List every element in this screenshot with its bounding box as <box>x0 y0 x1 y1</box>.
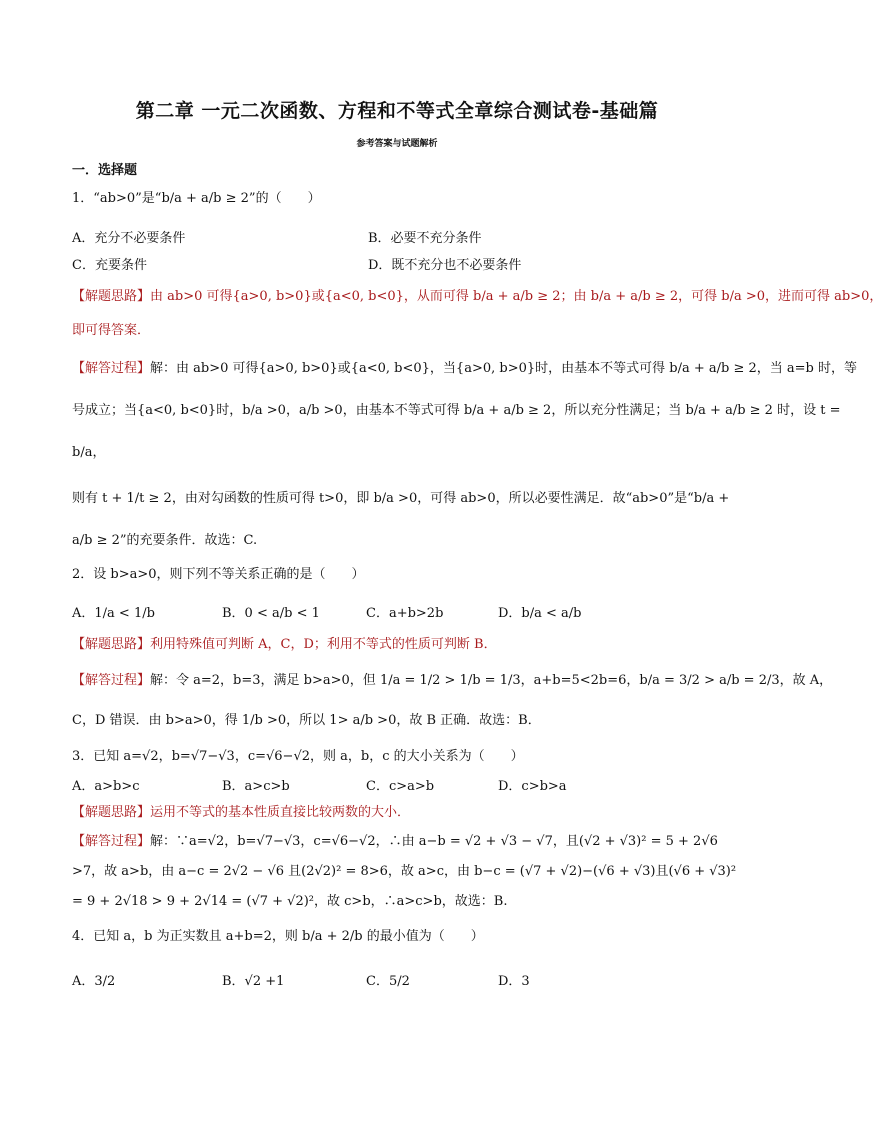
q3-option-c: C．c>a>b <box>366 779 435 794</box>
solution-tag: 【解答过程】 <box>72 834 151 849</box>
q3-option-a: A．a>b>c <box>72 779 140 794</box>
q4-stem: 4．已知 a，b 为正实数且 a+b=2，则 b/a + 2/b 的最小值为（ ） <box>72 929 484 944</box>
q2-hint-line <box>72 636 497 654</box>
hint-tag: 【解题思路】 <box>72 637 151 652</box>
q1-solution-line5: a/b ≥ 2”的充要条件．故选：C. <box>72 533 258 548</box>
page-title: 第二章 一元二次函数、方程和不等式全章综合测试卷-基础篇 <box>135 100 659 122</box>
page-subtitle: 参考答案与试题解析 <box>356 139 438 149</box>
hint-tag: 【解题思路】 <box>72 289 151 304</box>
q3-stem: 3．已知 a=√2，b=√7−√3，c=√6−√2，则 a，b，c 的大小关系为（ ） <box>72 749 524 764</box>
q1-option-c: C．充要条件 <box>72 258 147 273</box>
q2-option-c: C．a+b>2b <box>366 606 444 621</box>
q3-hint-text: 运用不等式的基本性质直接比较两数的大小． <box>150 805 411 820</box>
q2-hint-text: 利用特殊值可判断 A，C，D；利用不等式的性质可判断 B． <box>150 637 497 652</box>
hint-tag: 【解题思路】 <box>72 805 151 820</box>
q4-option-a: A．3/2 <box>72 974 116 989</box>
q2-option-a: A．1/a < 1/b <box>72 606 155 621</box>
q3-solution-line1 <box>72 833 718 851</box>
q2-option-b: B．0 < a/b < 1 <box>222 606 320 621</box>
solution-tag: 【解答过程】 <box>72 361 151 376</box>
q3-option-b: B．a>c>b <box>222 779 290 794</box>
q1-solution-line1 <box>72 360 857 378</box>
q1-solution-line4: 则有 t + 1/t ≥ 2，由对勾函数的性质可得 t>0，即 b/a >0，可得 ab>0，所以必要性满足．故“ab>0”是“b/a + <box>72 491 730 506</box>
section-heading: 一．选择题 <box>72 163 138 178</box>
q1-solution-line3: b/a， <box>72 445 106 460</box>
q3-option-d: D．c>b>a <box>498 779 567 794</box>
q1-stem: 1．“ab>0”是“b/a + a/b ≥ 2”的（ ） <box>72 191 321 206</box>
solution-tag: 【解答过程】 <box>72 673 151 688</box>
q3-solution-text: 解：∵a=√2，b=√7−√3，c=√6−√2，∴由 a−b = √2 + √3 − √7，且(√2 + √3)² = 5 + 2√6 <box>150 834 718 849</box>
q1-hint-line1 <box>72 288 882 306</box>
q3-solution-line3: = 9 + 2√18 > 9 + 2√14 = (√7 + √2)²，故 c>b，∴a>c>b，故选：B. <box>72 894 508 909</box>
q2-solution-text: 解：令 a=2，b=3，满足 b>a>0，但 1/a = 1/2 > 1/b = 1/3，a+b=5<2b=6，b/a = 3/2 > a/b = 2/3，故 A， <box>150 673 833 688</box>
q3-solution-line2: >7，故 a>b，由 a−c = 2√2 − √6 且(2√2)² = 8>6，故 a>c，由 b−c = (√7 + √2)−(√6 + √3)且(√6 + √3)² <box>72 864 737 879</box>
q2-stem: 2．设 b>a>0，则下列不等关系正确的是（ ） <box>72 567 365 582</box>
q2-solution-line2: C，D 错误．由 b>a>0，得 1/b >0，所以 1> a/b >0，故 B 正确．故选：B． <box>72 713 541 728</box>
q2-option-d: D．b/a < a/b <box>498 606 582 621</box>
q3-hint-line <box>72 804 410 822</box>
q4-option-c: C．5/2 <box>366 974 410 989</box>
q1-hint-text: 由 ab>0 可得{a>0, b>0}或{a<0, b<0}，从而可得 b/a + a/b ≥ 2；由 b/a + a/b ≥ 2，可得 b/a >0，进而可得 ab>0， <box>150 289 882 304</box>
q1-option-a: A．充分不必要条件 <box>72 231 186 246</box>
q1-solution-line2: 号成立；当{a<0, b<0}时，b/a >0，a/b >0，由基本不等式可得 b/a + a/b ≥ 2，所以充分性满足；当 b/a + a/b ≥ 2 时，设 t = <box>72 403 841 418</box>
q1-hint-line2: 即可得答案． <box>72 323 151 338</box>
q1-option-b: B．必要不充分条件 <box>368 231 482 246</box>
q1-solution-text: 解：由 ab>0 可得{a>0, b>0}或{a<0, b<0}，当{a>0, b>0}时，由基本不等式可得 b/a + a/b ≥ 2，当 a=b 时，等 <box>150 361 857 376</box>
q2-solution-line1 <box>72 672 832 690</box>
q4-option-b: B．√2 +1 <box>222 974 285 989</box>
q1-option-d: D．既不充分也不必要条件 <box>368 258 522 273</box>
q4-option-d: D．3 <box>498 974 530 989</box>
